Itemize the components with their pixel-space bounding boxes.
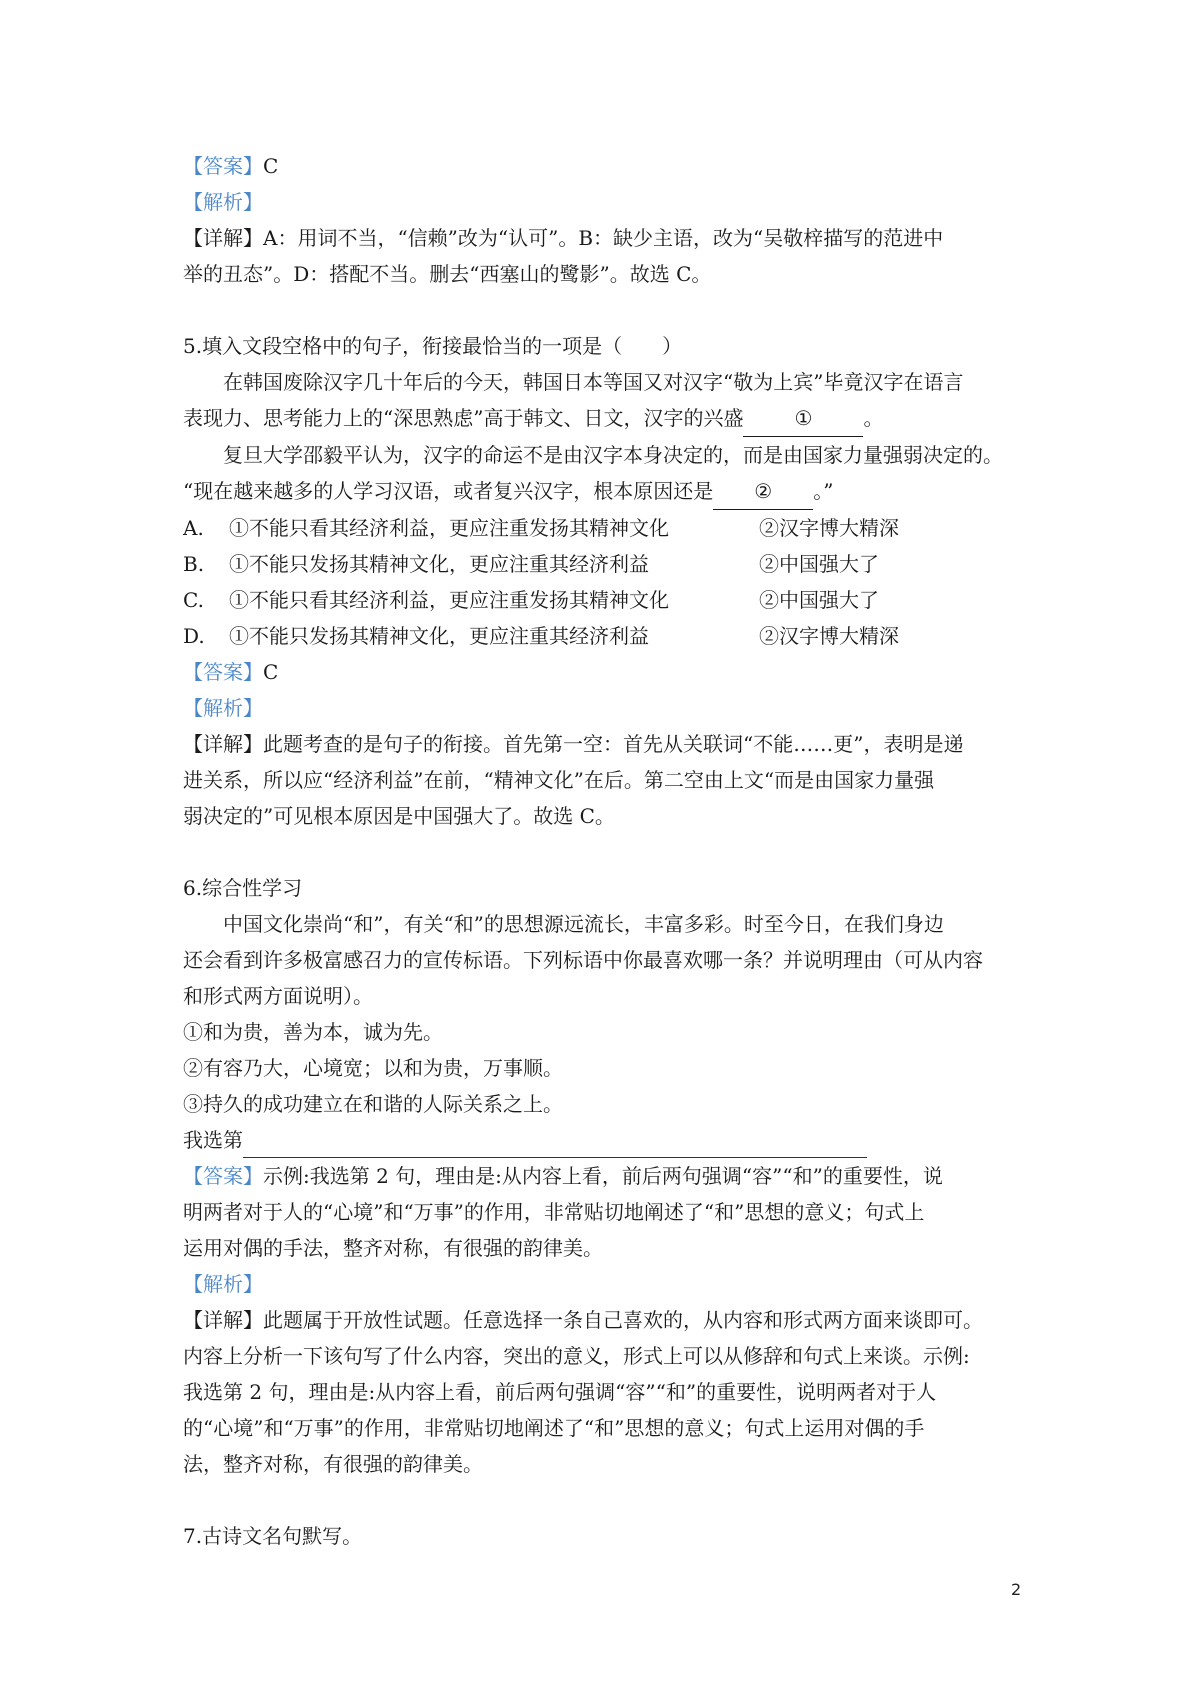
q6-item-1: ①和为贵，善为本，诚为先。 [183, 1020, 443, 1044]
q6-answer-line-1 [183, 1158, 1028, 1194]
q6-item-2: ②有容乃大，心境宽；以和为贵，万事顺。 [183, 1056, 563, 1080]
option-part-2: ②汉字博大精深 [759, 624, 899, 648]
option-label: C. [183, 588, 204, 612]
q6-detail-line-1 [183, 1302, 1028, 1338]
detail-text: 此题考查的是句子的衔接。首先第一空：首先从关联词“不能……更”，表明是递 [263, 732, 964, 756]
q6-detail-line-3: 我选第 2 句，理由是:从内容上看，前后两句强调“容”“和”的重要性，说明两者对于人 [183, 1380, 937, 1404]
q6-answer-line-3: 运用对偶的手法，整齐对称，有很强的韵律美。 [183, 1236, 603, 1260]
blank-2: ② [713, 473, 813, 510]
q5-answer-line [183, 654, 1028, 690]
q4-analysis-line [183, 184, 1028, 220]
q5-analysis-line [183, 690, 1028, 726]
q5-text: “现在越来越多的人学习汉语，或者复兴汉字，根本原因还是 [183, 479, 714, 503]
q5-text-end: 。” [813, 479, 834, 503]
detail-tag: 【详解】 [183, 732, 263, 756]
q6-choose-line [183, 1122, 1028, 1158]
option-b [183, 546, 1028, 582]
option-part-2: ②汉字博大精深 [759, 516, 899, 540]
option-part-2: ②中国强大了 [759, 552, 879, 576]
option-label: B. [183, 552, 205, 576]
q4-detail-line-2: 举的丑态”。D：搭配不当。删去“西塞山的鹭影”。故选 C。 [183, 262, 712, 286]
q5-paragraph-1-line-1: 在韩国废除汉字几十年后的今天，韩国日本等国又对汉字“敬为上宾”毕竟汉字在语言 [223, 370, 964, 394]
q5-detail-line-1 [183, 726, 1028, 762]
answer-tag: 【答案】 [183, 1164, 263, 1188]
q6-intro-line-1: 中国文化崇尚“和”，有关“和”的思想源远流长，丰富多彩。时至今日，在我们身边 [223, 912, 944, 936]
choose-label: 我选第 [183, 1128, 243, 1152]
detail-tag: 【详解】 [183, 1308, 263, 1332]
option-part-1: ①不能只发扬其精神文化，更应注重其经济利益 [229, 552, 649, 576]
q6-item-3: ③持久的成功建立在和谐的人际关系之上。 [183, 1092, 563, 1116]
q6-detail-line-2: 内容上分析一下该句写了什么内容，突出的意义，形式上可以从修辞和句式上来谈。示例: [183, 1344, 970, 1368]
spacer [183, 292, 1028, 328]
q6-stem: 6.综合性学习 [183, 876, 303, 900]
answer-fill-line [243, 1133, 867, 1158]
page-number: 2 [1011, 1580, 1022, 1599]
option-part-1: ①不能只看其经济利益，更应注重发扬其精神文化 [229, 516, 669, 540]
answer-value: C [263, 660, 279, 684]
detail-text: 此题属于开放性试题。任意选择一条自己喜欢的，从内容和形式两方面来谈即可。 [263, 1308, 983, 1332]
option-part-2: ②中国强大了 [759, 588, 879, 612]
q5-text-end: 。 [863, 406, 884, 430]
option-d [183, 618, 1028, 654]
q6-intro-line-2: 还会看到许多极富感召力的宣传标语。下列标语中你最喜欢哪一条？并说明理由（可从内容 [183, 948, 983, 972]
q5-paragraph-2-line-2 [183, 473, 1028, 510]
q4-answer-line [183, 148, 1028, 184]
detail-text: A：用词不当，“信赖”改为“认可”。B：缺少主语，改为“吴敬梓描写的范进中 [263, 226, 944, 250]
option-label: A. [183, 516, 204, 540]
q5-paragraph-2-line-1: 复旦大学邵毅平认为，汉字的命运不是由汉字本身决定的，而是由国家力量强弱决定的。 [223, 443, 1003, 467]
q5-detail-line-3: 弱决定的”可见根本原因是中国强大了。故选 C。 [183, 804, 615, 828]
answer-tag: 【答案】 [183, 660, 263, 684]
q6-analysis-line [183, 1266, 1028, 1302]
analysis-tag: 【解析】 [183, 1272, 263, 1296]
spacer [183, 1482, 1028, 1518]
analysis-tag: 【解析】 [183, 696, 263, 720]
option-part-1: ①不能只看其经济利益，更应注重发扬其精神文化 [229, 588, 669, 612]
answer-tag: 【答案】 [183, 154, 263, 178]
q4-detail-line-1 [183, 220, 1028, 256]
q5-paragraph-1-line-2 [183, 400, 1028, 437]
option-a [183, 510, 1028, 546]
blank-1: ① [743, 400, 863, 437]
spacer [183, 834, 1028, 870]
q5-stem: 5.填入文段空格中的句子，衔接最恰当的一项是（ ） [183, 334, 683, 358]
answer-value: C [263, 154, 279, 178]
q5-text: 表现力、思考能力上的“深思熟虑”高于韩文、日文，汉字的兴盛 [183, 406, 744, 430]
option-c [183, 582, 1028, 618]
option-part-1: ①不能只发扬其精神文化，更应注重其经济利益 [229, 624, 649, 648]
q6-intro-line-3: 和形式两方面说明）。 [183, 984, 373, 1008]
q5-detail-line-2: 进关系，所以应“经济利益”在前，“精神文化”在后。第二空由上文“而是由国家力量强 [183, 768, 935, 792]
q6-detail-line-5: 法，整齐对称，有很强的韵律美。 [183, 1452, 483, 1476]
answer-text: 示例:我选第 2 句，理由是:从内容上看，前后两句强调“容”“和”的重要性，说 [263, 1164, 943, 1188]
q6-detail-line-4: 的“心境”和“万事”的作用，非常贴切地阐述了“和”思想的意义；句式上运用对偶的手 [183, 1416, 925, 1440]
page-content [183, 148, 1028, 1554]
analysis-tag: 【解析】 [183, 190, 263, 214]
option-label: D. [183, 624, 205, 648]
detail-tag: 【详解】 [183, 226, 263, 250]
q7-stem: 7.古诗文名句默写。 [183, 1524, 363, 1548]
q6-answer-line-2: 明两者对于人的“心境”和“万事”的作用，非常贴切地阐述了“和”思想的意义；句式上 [183, 1200, 925, 1224]
